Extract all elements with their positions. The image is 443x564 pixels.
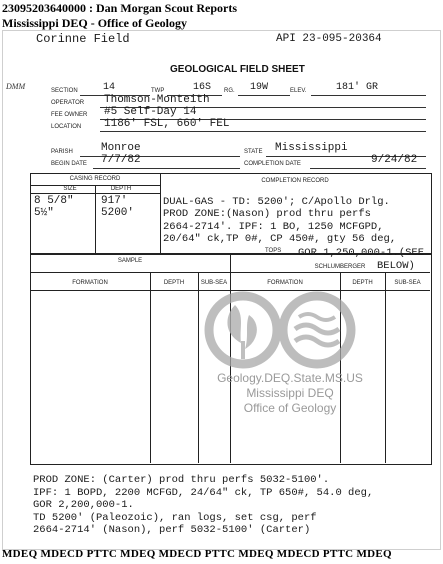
operator-label: OPERATOR (51, 100, 85, 106)
sample-formation-header: FORMATION (72, 280, 108, 286)
casing-depth-1: 917' (101, 195, 128, 207)
note-line-5: 2664-2714' (Nason), perf 5032-5100' (Carter) (33, 524, 311, 536)
mdeq-watermark-logo (195, 285, 365, 380)
operator-value: Thomson-Monteith (104, 94, 210, 106)
footer-agency-strip: MDEQ MDECD PTTC MDEQ MDECD PTTC MDEQ MDECD PTTC MDEQ (2, 548, 392, 560)
document-header-id: 23095203640000 : Dan Morgan Scout Reports (2, 1, 237, 15)
begin-date-value: 7/7/82 (101, 154, 141, 166)
note-line-1: PROD ZONE: (Carter) prod thru perfs 5032-5100'. (33, 474, 330, 486)
casing-size-2: 5½" (34, 207, 54, 219)
sample-header: SAMPLE (117, 258, 143, 264)
completion-line-3: 2664-2714'. IPF: 1 BO, 1250 MCFGPD, (163, 221, 384, 233)
elev-value: 181' GR (336, 82, 379, 93)
section-label: SECTION (51, 88, 78, 94)
fee-owner-label: FEE OWNER (51, 112, 88, 118)
note-line-3: GOR 2,200,000-1. (33, 499, 134, 511)
completion-line-2: PROD ZONE:(Nason) prod thru perfs (163, 208, 371, 220)
twp-label: TWP (151, 88, 165, 94)
elev-label: ELEV. (290, 88, 307, 94)
location-value: 1186' FSL, 660' FEL (104, 118, 230, 130)
rg-value: 19W (250, 82, 269, 93)
rg-label: RG. (224, 88, 235, 94)
note-line-4: TD 5200' (Paleozoic), ran logs, set csg, perf (33, 512, 317, 524)
casing-depth-2: 5200' (101, 207, 135, 219)
state-label: STATE (244, 149, 263, 155)
casing-depth-header: DEPTH (110, 186, 132, 192)
twp-value: 16S (193, 82, 212, 93)
parish-value: Monroe (101, 142, 141, 154)
schlumberger-header: SCHLUMBERGER (314, 264, 366, 270)
watermark-office: Office of Geology (243, 401, 337, 415)
state-value: Mississippi (275, 142, 348, 154)
document-header-agency: Mississippi DEQ - Office of Geology (2, 16, 187, 30)
tops-depth-header: DEPTH (352, 280, 373, 286)
tops-subsea-header: SUB-SEA (394, 280, 421, 286)
watermark-site: Geology.DEQ.State.MS.US (217, 371, 363, 385)
completion-record-header: COMPLETION RECORD (261, 178, 329, 184)
begin-date-label: BEGIN DATE (51, 161, 87, 167)
completion-line-5: GOR 1,250,000-1.(SEE (298, 247, 425, 259)
tops-formation-header: FORMATION (267, 280, 303, 286)
location-label: LOCATION (51, 124, 82, 130)
field-name: Corinne Field (36, 32, 130, 46)
fee-owner-value: #5 Self-Day 14 (104, 106, 197, 118)
parish-label: PARISH (51, 149, 73, 155)
note-line-2: IPF: 1 BOPD, 2200 MCFGD, 24/64" ck, TP 650#, 54.0 deg, (33, 487, 374, 499)
completion-date-value: 9/24/82 (371, 154, 418, 166)
sample-depth-header: DEPTH (163, 280, 185, 286)
tops-label: TOPS (265, 248, 282, 254)
casing-record-header: CASING RECORD (69, 176, 121, 182)
completion-line-4: 20/64" ck,TP 0#, CP 450#, gty 56 deg, (163, 233, 397, 245)
sample-subsea-header: SUB-SEA (200, 280, 228, 286)
initials-stamp: DMM (6, 82, 26, 91)
casing-size-1: 8 5/8" (34, 195, 74, 207)
section-value: 14 (103, 82, 116, 93)
casing-size-header: SIZE (63, 186, 77, 192)
api-number: API 23-095-20364 (276, 33, 382, 45)
completion-date-label: COMPLETION DATE (244, 161, 301, 167)
completion-line-1: DUAL-GAS - TD: 5200'; C/Apollo Drlg. (163, 196, 390, 208)
sheet-title: GEOLOGICAL FIELD SHEET (170, 64, 305, 75)
watermark-agency: Mississippi DEQ (246, 386, 334, 400)
completion-line-6: BELOW) (377, 260, 415, 272)
